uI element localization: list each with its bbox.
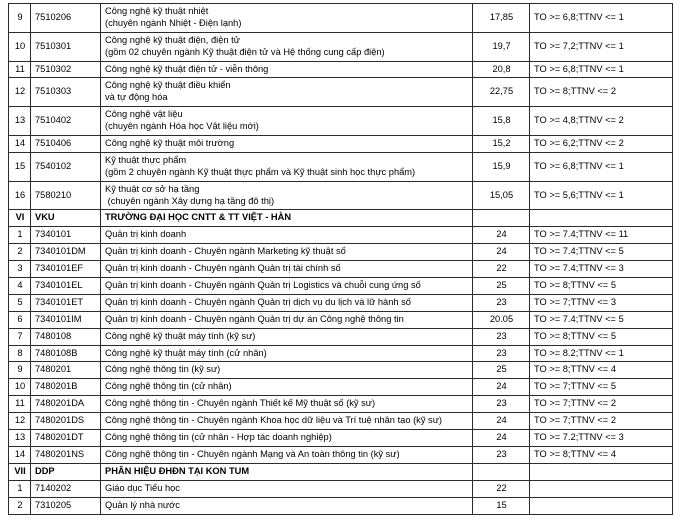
benchmark-score-cell: 25 (473, 362, 530, 379)
major-name-cell (101, 413, 473, 430)
benchmark-score-cell: 23 (473, 328, 530, 345)
benchmark-score-cell: 23 (473, 446, 530, 463)
row-index-cell: 13 (9, 107, 31, 136)
table-row (9, 379, 673, 396)
major-name-line-1: Công nghệ kỹ thuật môi trường (105, 138, 235, 149)
major-name-cell (101, 278, 473, 295)
table-row (9, 78, 673, 107)
row-index-cell: 11 (9, 61, 31, 78)
major-name-cell (101, 446, 473, 463)
benchmark-score-cell: 20.05 (473, 311, 530, 328)
benchmark-score-cell: 22 (473, 261, 530, 278)
major-name-cell (101, 261, 473, 278)
major-name-cell (101, 210, 473, 227)
major-name-cell (101, 430, 473, 447)
tiebreak-criteria-cell: TO >= 7.4;TTNV <= 11 (530, 227, 673, 244)
tiebreak-criteria-cell: TO >= 7;TTNV <= 2 (530, 396, 673, 413)
major-name-line-1: Công nghệ thông tin - Chuyên ngành Mạng và An toàn thông tin (kỹ sư) (105, 448, 400, 459)
tiebreak-criteria-cell: TO >= 7;TTNV <= 3 (530, 294, 673, 311)
row-index-cell: 8 (9, 345, 31, 362)
benchmark-score-cell: 25 (473, 278, 530, 295)
benchmark-score-cell: 23 (473, 294, 530, 311)
major-name-line-1: Công nghệ kỹ thuật điều khiển (105, 80, 231, 91)
admissions-score-table (8, 3, 673, 515)
benchmark-score-cell: 23 (473, 396, 530, 413)
benchmark-score-cell: 22,75 (473, 78, 530, 107)
major-code-cell: 7340101IM (31, 311, 101, 328)
major-name-cell (101, 4, 473, 33)
major-name-cell (101, 480, 473, 497)
table-row (9, 4, 673, 33)
major-name-line-1: Công nghệ kỹ thuật nhiệt (105, 6, 209, 16)
row-index-cell: 14 (9, 136, 31, 153)
row-index-cell: 2 (9, 244, 31, 261)
major-name-line-1: Kỹ thuật thực phẩm (105, 154, 187, 165)
table-row (9, 32, 673, 61)
tiebreak-criteria-cell: TO >= 7.4;TTNV <= 5 (530, 311, 673, 328)
row-index-cell: 10 (9, 379, 31, 396)
tiebreak-criteria-cell: TO >= 7;TTNV <= 5 (530, 379, 673, 396)
tiebreak-criteria-cell (530, 480, 673, 497)
major-code-cell: DDP (31, 463, 101, 480)
major-code-cell: 7340101DM (31, 244, 101, 261)
row-index-cell: 12 (9, 413, 31, 430)
benchmark-score-cell: 15,8 (473, 107, 530, 136)
tiebreak-criteria-cell (530, 497, 673, 514)
table-row (9, 362, 673, 379)
major-code-cell: 7540102 (31, 152, 101, 181)
row-index-cell: 9 (9, 362, 31, 379)
major-name-cell (101, 32, 473, 61)
major-name-cell (101, 181, 473, 210)
table-row (9, 396, 673, 413)
major-code-cell: 7340101EL (31, 278, 101, 295)
tiebreak-criteria-cell: TO >= 8;TTNV <= 5 (530, 278, 673, 295)
tiebreak-criteria-cell: TO >= 8;TTNV <= 2 (530, 78, 673, 107)
major-name-cell (101, 152, 473, 181)
tiebreak-criteria-cell: TO >= 6,8;TTNV <= 1 (530, 152, 673, 181)
major-name-cell (101, 463, 473, 480)
tiebreak-criteria-cell: TO >= 4,8;TTNV <= 2 (530, 107, 673, 136)
benchmark-score-cell: 24 (473, 430, 530, 447)
major-name-line-2: (gồm 02 chuyên ngành Kỹ thuật điện tử và Hệ thống cung cấp điện) (105, 46, 385, 57)
tiebreak-criteria-cell (530, 210, 673, 227)
tiebreak-criteria-cell (530, 463, 673, 480)
major-code-cell: 7510302 (31, 61, 101, 78)
row-index-cell: 15 (9, 152, 31, 181)
table-row (9, 497, 673, 514)
benchmark-score-cell: 24 (473, 413, 530, 430)
table-row (9, 311, 673, 328)
tiebreak-criteria-cell: TO >= 7.2;TTNV <= 3 (530, 430, 673, 447)
table-row (9, 413, 673, 430)
benchmark-score-cell: 24 (473, 244, 530, 261)
row-index-cell: 6 (9, 311, 31, 328)
major-name-cell (101, 107, 473, 136)
table-group-row (9, 210, 673, 227)
row-index-cell: VI (9, 210, 31, 227)
tiebreak-criteria-cell: TO >= 6,8;TTNV <= 1 (530, 61, 673, 78)
major-code-cell: 7480201DT (31, 430, 101, 447)
major-name-line-1: Công nghệ vật liệu (105, 109, 183, 120)
benchmark-score-cell: 24 (473, 227, 530, 244)
major-code-cell: 7480201DA (31, 396, 101, 413)
major-name-line-1: Công nghệ thông tin (kỹ sư) (105, 364, 221, 375)
major-name-cell (101, 396, 473, 413)
major-code-cell: 7480201NS (31, 446, 101, 463)
benchmark-score-cell: 15,9 (473, 152, 530, 181)
major-name-line-1: Công nghệ kỹ thuật điện, điện tử (105, 34, 240, 45)
row-index-cell: 14 (9, 446, 31, 463)
benchmark-score-cell (473, 463, 530, 480)
major-code-cell: 7510301 (31, 32, 101, 61)
row-index-cell: 1 (9, 480, 31, 497)
benchmark-score-cell (473, 210, 530, 227)
major-name-cell (101, 227, 473, 244)
major-name-line-1: Quản trị kinh doanh - Chuyên ngành Quản trị tài chính số (105, 263, 341, 274)
major-code-cell: 7480201 (31, 362, 101, 379)
table-row (9, 181, 673, 210)
benchmark-score-cell: 19,7 (473, 32, 530, 61)
row-index-cell: 7 (9, 328, 31, 345)
row-index-cell: 1 (9, 227, 31, 244)
tiebreak-criteria-cell: TO >= 6,8;TTNV <= 1 (530, 4, 673, 33)
major-name-line-2: và tự động hóa (105, 92, 168, 103)
tiebreak-criteria-cell: TO >= 7.4;TTNV <= 3 (530, 261, 673, 278)
major-code-cell: 7480201DS (31, 413, 101, 430)
table-group-row (9, 463, 673, 480)
row-index-cell: 5 (9, 294, 31, 311)
benchmark-score-cell: 15,05 (473, 181, 530, 210)
table-body (9, 4, 673, 515)
table-row (9, 430, 673, 447)
table-row (9, 345, 673, 362)
tiebreak-criteria-cell: TO >= 8.2;TTNV <= 1 (530, 345, 673, 362)
row-index-cell: 13 (9, 430, 31, 447)
tiebreak-criteria-cell: TO >= 8;TTNV <= 4 (530, 446, 673, 463)
major-name-line-1: Công nghệ kỹ thuật máy tính (kỹ sư) (105, 330, 256, 341)
major-name-line-1: Giáo dục Tiểu học (105, 482, 180, 493)
table-row (9, 61, 673, 78)
major-name-line-1: Công nghệ kỹ thuật máy tính (cử nhân) (105, 347, 267, 358)
major-code-cell: 7510402 (31, 107, 101, 136)
major-name-cell (101, 345, 473, 362)
benchmark-score-cell: 22 (473, 480, 530, 497)
table-row (9, 227, 673, 244)
major-name-line-1: Công nghệ thông tin - Chuyên ngành Khoa học dữ liệu và Trí tuệ nhân tạo (kỹ sư) (105, 415, 443, 426)
table-row (9, 446, 673, 463)
tiebreak-criteria-cell: TO >= 7,2;TTNV <= 1 (530, 32, 673, 61)
major-name-line-2: (chuyên ngành Nhiệt - Điện lạnh) (105, 17, 242, 28)
major-name-cell (101, 61, 473, 78)
table-row (9, 107, 673, 136)
row-index-cell: 3 (9, 261, 31, 278)
tiebreak-criteria-cell: TO >= 5,6;TTNV <= 1 (530, 181, 673, 210)
major-name-cell (101, 379, 473, 396)
major-name-cell (101, 328, 473, 345)
major-name-cell (101, 244, 473, 261)
table-row (9, 278, 673, 295)
benchmark-score-cell: 20,8 (473, 61, 530, 78)
major-name-line-1: Công nghệ thông tin - Chuyên ngành Thiết kế Mỹ thuật số (kỹ sư) (105, 398, 376, 409)
major-name-line-1: Quản trị kinh doanh - Chuyên ngành Quản trị dự án Công nghệ thông tin (105, 313, 404, 324)
major-name-line-1: Công nghệ kỹ thuật điện tử - viễn thông (105, 63, 269, 74)
row-index-cell: 2 (9, 497, 31, 514)
major-code-cell: 7580210 (31, 181, 101, 210)
benchmark-score-cell: 24 (473, 379, 530, 396)
row-index-cell: 10 (9, 32, 31, 61)
table-row (9, 136, 673, 153)
table-row (9, 244, 673, 261)
major-name-line-1: Công nghệ thông tin (cử nhân) (105, 381, 232, 392)
major-code-cell: VKU (31, 210, 101, 227)
benchmark-score-cell: 15,2 (473, 136, 530, 153)
major-code-cell: 7510303 (31, 78, 101, 107)
table-row (9, 152, 673, 181)
table-row (9, 328, 673, 345)
major-name-line-1: Công nghệ thông tin (cử nhân - Hợp tác doanh nghiệp) (105, 432, 332, 443)
table-row (9, 480, 673, 497)
tiebreak-criteria-cell: TO >= 6,2;TTNV <= 2 (530, 136, 673, 153)
table-row (9, 261, 673, 278)
major-name-cell (101, 78, 473, 107)
major-name-line-1: Quản trị kinh doanh (105, 229, 187, 240)
major-code-cell: 7480201B (31, 379, 101, 396)
benchmark-score-cell: 17,85 (473, 4, 530, 33)
major-name-line-2: (gồm 2 chuyên ngành Kỹ thuật thực phẩm và Kỹ thuật sinh học thực phẩm) (105, 166, 416, 177)
major-code-cell: 7140202 (31, 480, 101, 497)
major-code-cell: 7340101ET (31, 294, 101, 311)
major-name-line-1: Kỹ thuật cơ sở hạ tầng (105, 183, 200, 194)
major-name-cell (101, 497, 473, 514)
major-name-line-1: Quản lý nhà nước (105, 499, 180, 510)
major-code-cell: 7480108 (31, 328, 101, 345)
tiebreak-criteria-cell: TO >= 8;TTNV <= 4 (530, 362, 673, 379)
major-name-line-1: Quản trị kinh doanh - Chuyên ngành Marketing kỹ thuật số (105, 246, 346, 257)
tiebreak-criteria-cell: TO >= 7;TTNV <= 2 (530, 413, 673, 430)
major-code-cell: 7340101EF (31, 261, 101, 278)
major-code-cell: 7510406 (31, 136, 101, 153)
major-name-cell (101, 136, 473, 153)
benchmark-score-cell: 23 (473, 345, 530, 362)
major-name-cell (101, 362, 473, 379)
major-name-line-1: TRƯỜNG ĐẠI HỌC CNTT & TT VIỆT - HÀN (105, 212, 292, 223)
major-name-line-1: Quản trị kinh doanh - Chuyên ngành Quản trị dịch vụ du lịch và lữ hành số (105, 296, 411, 307)
benchmark-score-cell: 15 (473, 497, 530, 514)
row-index-cell: 4 (9, 278, 31, 295)
tiebreak-criteria-cell: TO >= 7.4;TTNV <= 5 (530, 244, 673, 261)
major-name-cell (101, 294, 473, 311)
tiebreak-criteria-cell: TO >= 8;TTNV <= 5 (530, 328, 673, 345)
row-index-cell: VII (9, 463, 31, 480)
major-name-cell (101, 311, 473, 328)
major-name-line-1: Quản trị kinh doanh - Chuyên ngành Quản trị Logistics và chuỗi cung ứng số (105, 280, 421, 291)
major-name-line-1: PHÂN HIỆU ĐHĐN TẠI KON TUM (105, 465, 250, 476)
row-index-cell: 16 (9, 181, 31, 210)
row-index-cell: 12 (9, 78, 31, 107)
major-code-cell: 7310205 (31, 497, 101, 514)
major-name-line-2: (chuyên ngành Hóa học Vật liệu mới) (105, 121, 259, 132)
row-index-cell: 11 (9, 396, 31, 413)
major-code-cell: 7480108B (31, 345, 101, 362)
row-index-cell: 9 (9, 4, 31, 33)
table-row (9, 294, 673, 311)
major-code-cell: 7510206 (31, 4, 101, 33)
major-code-cell: 7340101 (31, 227, 101, 244)
major-name-line-2: (chuyên ngành Xây dựng hạ tầng đô thị) (105, 195, 275, 206)
